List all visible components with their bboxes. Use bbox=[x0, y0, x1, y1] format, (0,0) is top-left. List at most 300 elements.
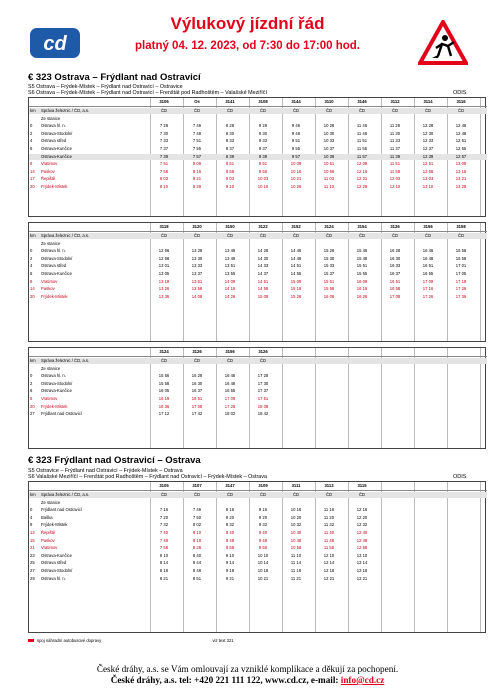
train-number: 3108 bbox=[258, 99, 268, 104]
time-cell: ČD bbox=[259, 233, 267, 238]
time-cell: ČD bbox=[160, 108, 168, 113]
time-cell: 11 46 bbox=[356, 123, 368, 129]
row-km: 27 bbox=[30, 411, 35, 417]
time-cell: 16 30 bbox=[191, 380, 203, 386]
time-cell: 12 58 bbox=[422, 168, 434, 174]
time-cell: 8 03 bbox=[159, 176, 169, 182]
time-cell: 16 55 bbox=[224, 388, 236, 394]
time-cell: 13 48 bbox=[224, 255, 236, 261]
station-row bbox=[29, 256, 487, 262]
time-cell: 10 21 bbox=[290, 176, 302, 182]
time-cell: 10 10 bbox=[257, 552, 269, 558]
time-cell: 14 46 bbox=[290, 248, 302, 254]
time-cell: 8 21 bbox=[192, 176, 202, 182]
time-cell: 15 55 bbox=[356, 271, 368, 276]
station-row bbox=[29, 492, 487, 498]
time-cell: 15 48 bbox=[356, 255, 368, 261]
time-cell: 11 18 bbox=[290, 568, 302, 573]
time-cell: 12 33 bbox=[422, 138, 434, 144]
time-cell: 13 10 bbox=[422, 184, 434, 189]
time-cell: 17 51 bbox=[257, 396, 269, 401]
time-cell: 13 46 bbox=[224, 248, 236, 254]
time-cell: 9 37 bbox=[258, 146, 268, 151]
station-row bbox=[29, 388, 487, 394]
station-name: Správa železnic / ČD, a.s. bbox=[41, 233, 90, 238]
footer-contact-text: České dráhy, a.s. tel: +420 221 111 122, www.cd.cz, e-mail: bbox=[110, 675, 341, 685]
time-cell: 16 30 bbox=[389, 255, 401, 261]
time-cell: 17 37 bbox=[257, 388, 269, 394]
time-cell: 10 28 bbox=[323, 123, 335, 129]
time-cell: 13 28 bbox=[191, 248, 203, 254]
time-cell: 12 16 bbox=[356, 507, 368, 513]
time-cell: 11 03 bbox=[323, 176, 335, 182]
time-cell: 17 09 bbox=[422, 278, 434, 284]
time-cell: 7 37 bbox=[159, 146, 169, 151]
time-cell: 9 51 bbox=[258, 161, 268, 167]
footer-apology: České dráhy, a.s. se Vám omlouvají za vzniklé komplikace a děkují za pochopení. bbox=[96, 664, 399, 674]
time-cell: ČD bbox=[292, 492, 300, 497]
time-cell: 14 33 bbox=[257, 263, 269, 269]
time-cell: 16 51 bbox=[422, 263, 434, 269]
time-cell: 8 10 bbox=[159, 184, 169, 189]
row-km: 17 bbox=[30, 176, 35, 182]
train-number: 3122 bbox=[258, 224, 268, 229]
row-km: km bbox=[30, 492, 36, 497]
time-cell: 13 05 bbox=[158, 271, 170, 276]
time-cell: 17 08 bbox=[191, 403, 203, 409]
time-cell: ČD bbox=[457, 108, 465, 113]
time-cell: 7 57 bbox=[192, 153, 202, 159]
train-number: 3126 bbox=[192, 349, 202, 354]
time-cell: 13 03 bbox=[422, 176, 434, 182]
time-cell: 15 30 bbox=[323, 255, 335, 261]
time-cell: ČD bbox=[259, 108, 267, 113]
time-cell: 12 57 bbox=[455, 153, 467, 159]
time-cell: 13 18 bbox=[356, 568, 368, 573]
time-cell: 11 32 bbox=[323, 522, 335, 528]
time-cell: 10 18 bbox=[257, 568, 269, 573]
station-row bbox=[29, 116, 487, 122]
logo-text: cd bbox=[43, 33, 67, 55]
station-name: Vratimov bbox=[41, 161, 58, 167]
time-cell: 15 16 bbox=[290, 286, 302, 292]
time-cell: 10 58 bbox=[290, 545, 302, 551]
time-cell: 15 56 bbox=[158, 373, 170, 379]
row-km: 0 bbox=[30, 507, 33, 513]
train-number: 3146 bbox=[357, 99, 367, 104]
time-cell: 16 08 bbox=[323, 293, 335, 299]
time-cell: 12 51 bbox=[422, 161, 434, 167]
time-cell: 9 28 bbox=[258, 123, 268, 129]
train-number: 3115 bbox=[357, 483, 367, 488]
time-cell: 13 16 bbox=[455, 168, 467, 174]
time-cell: 11 57 bbox=[356, 153, 368, 159]
time-cell: 16 37 bbox=[389, 271, 401, 276]
train-number: 3113 bbox=[324, 483, 334, 488]
train-number: 3141 bbox=[225, 99, 235, 104]
time-cell: 12 55 bbox=[455, 146, 467, 151]
time-cell: ČD bbox=[292, 108, 300, 113]
train-number: 3124 bbox=[324, 224, 334, 229]
station-name: Řepiště bbox=[41, 176, 56, 182]
train-number-row bbox=[29, 349, 487, 355]
time-cell: 9 51 bbox=[291, 138, 301, 144]
station-row bbox=[29, 131, 487, 137]
time-cell: 10 14 bbox=[257, 560, 269, 566]
time-cell: 13 21 bbox=[455, 176, 467, 182]
time-cell: 8 33 bbox=[225, 138, 235, 144]
time-cell: 15 46 bbox=[356, 248, 368, 254]
time-cell: 9 58 bbox=[258, 168, 268, 174]
time-cell: ČD bbox=[292, 233, 300, 238]
time-cell: 14 55 bbox=[290, 271, 302, 276]
time-cell: 9 30 bbox=[258, 130, 268, 136]
station-name: Ostrava střed bbox=[41, 560, 67, 566]
time-cell: 10 37 bbox=[323, 146, 335, 151]
time-cell: 17 01 bbox=[455, 263, 467, 269]
station-name: Paskov bbox=[41, 168, 55, 174]
station-name: Ze stanice bbox=[41, 499, 61, 505]
time-cell: 11 48 bbox=[356, 130, 368, 136]
footer bbox=[0, 664, 495, 686]
row-divider bbox=[29, 356, 487, 357]
section2-odis-label: ODIS bbox=[453, 474, 467, 480]
time-cell: 16 56 bbox=[455, 248, 467, 254]
time-cell: 10 09 bbox=[290, 161, 302, 167]
time-cell: 8 16 bbox=[192, 168, 202, 174]
time-cell: 14 16 bbox=[224, 286, 236, 292]
time-cell: 9 33 bbox=[258, 138, 268, 144]
train-number: 3107 bbox=[192, 483, 202, 488]
time-cell: 17 26 bbox=[455, 286, 467, 292]
row-km: 9 bbox=[30, 522, 33, 528]
train-number: 3126 bbox=[390, 224, 400, 229]
time-cell: 13 30 bbox=[191, 255, 203, 261]
timetable-block bbox=[28, 347, 486, 449]
time-cell: 7 16 bbox=[159, 507, 169, 513]
station-name: Frýdek-Místek bbox=[41, 293, 68, 299]
time-cell: 9 16 bbox=[258, 507, 268, 513]
train-number-row bbox=[29, 224, 487, 230]
time-cell: 13 10 bbox=[356, 552, 368, 558]
station-row bbox=[29, 184, 487, 190]
train-number: 3150 bbox=[225, 224, 235, 229]
time-cell: 11 30 bbox=[389, 130, 401, 136]
train-number: 3147 bbox=[225, 483, 235, 488]
station-row bbox=[29, 108, 487, 114]
row-km: 21 bbox=[30, 545, 35, 551]
station-row bbox=[29, 146, 487, 152]
station-row bbox=[29, 263, 487, 269]
time-cell: 10 30 bbox=[323, 130, 335, 136]
time-cell: 11 58 bbox=[323, 545, 335, 551]
time-cell: 16 58 bbox=[389, 286, 401, 292]
time-cell: 13 19 bbox=[158, 278, 170, 284]
time-cell: 16 48 bbox=[422, 255, 434, 261]
time-cell: 9 18 bbox=[225, 568, 235, 573]
station-row bbox=[29, 404, 487, 410]
time-cell: 16 09 bbox=[356, 278, 368, 284]
legend-swatch bbox=[28, 639, 34, 642]
station-name: Frýdek-Místek bbox=[41, 522, 68, 528]
time-cell: 17 19 bbox=[455, 278, 467, 284]
row-km: 2 bbox=[30, 380, 33, 386]
row-km: 20 bbox=[30, 403, 35, 409]
train-number: 3124 bbox=[159, 349, 169, 354]
time-cell: 15 58 bbox=[323, 286, 335, 292]
train-number: 3156 bbox=[225, 349, 235, 354]
time-cell: 16 26 bbox=[356, 293, 368, 299]
time-cell: 8 51 bbox=[225, 161, 235, 167]
station-row bbox=[29, 507, 487, 513]
time-cell: ČD bbox=[259, 358, 267, 363]
time-cell: 12 58 bbox=[356, 545, 368, 551]
time-cell: 8 40 bbox=[225, 530, 235, 535]
row-km: 0 bbox=[30, 373, 33, 379]
row-divider bbox=[29, 231, 487, 232]
time-cell: 9 48 bbox=[291, 130, 301, 136]
time-cell: 8 40 bbox=[192, 552, 202, 558]
time-cell: 17 36 bbox=[455, 293, 467, 299]
footer-email-link[interactable]: info@cd.cz bbox=[340, 675, 385, 685]
train-number: 3111 bbox=[291, 483, 301, 488]
row-km: km bbox=[30, 108, 36, 113]
time-cell: 10 33 bbox=[323, 138, 335, 144]
time-cell: 12 56 bbox=[158, 248, 170, 254]
station-name: Správa železnic / ČD, a.s. bbox=[41, 492, 90, 497]
time-cell: 10 10 bbox=[257, 184, 269, 189]
time-cell: ČD bbox=[193, 108, 201, 113]
station-name: Ze stanice bbox=[41, 115, 61, 121]
station-name: Frýdek-Místek bbox=[41, 184, 68, 189]
row-km: km bbox=[30, 233, 36, 238]
time-cell: 17 12 bbox=[158, 411, 170, 417]
train-number: 3158 bbox=[456, 224, 466, 229]
time-cell: 7 51 bbox=[159, 161, 169, 167]
time-cell: 14 08 bbox=[191, 293, 203, 299]
train-number: 3118 bbox=[159, 224, 169, 229]
row-km: 8 bbox=[30, 161, 33, 167]
time-cell: ČD bbox=[160, 233, 168, 238]
time-cell: 8 02 bbox=[192, 522, 202, 528]
time-cell: 8 18 bbox=[192, 537, 202, 543]
time-cell: 11 37 bbox=[389, 146, 401, 151]
time-cell: 16 16 bbox=[356, 286, 368, 292]
time-cell: 14 51 bbox=[290, 263, 302, 269]
time-cell: 12 21 bbox=[323, 575, 335, 581]
time-cell: 14 26 bbox=[224, 293, 236, 299]
time-cell: 15 51 bbox=[323, 278, 335, 284]
station-row bbox=[29, 138, 487, 144]
time-cell: 16 51 bbox=[389, 278, 401, 284]
station-row bbox=[29, 241, 487, 247]
time-cell: 12 40 bbox=[356, 530, 368, 535]
time-cell: 7 48 bbox=[192, 130, 202, 136]
timetable-block bbox=[28, 97, 486, 217]
station-name: Ostrava-Kunčice bbox=[41, 153, 72, 159]
footer-contact bbox=[0, 675, 495, 686]
station-name: Ostrava-Kunčice bbox=[41, 552, 72, 558]
time-cell: 11 28 bbox=[389, 123, 401, 129]
time-cell: 7 30 bbox=[159, 130, 169, 136]
time-cell: 7 48 bbox=[159, 537, 169, 543]
row-km: 6 bbox=[30, 388, 33, 394]
station-row bbox=[29, 576, 487, 582]
train-number: 3126 bbox=[258, 349, 268, 354]
station-row bbox=[29, 286, 487, 292]
time-cell: 17 30 bbox=[257, 380, 269, 386]
station-name: Baška bbox=[41, 514, 53, 520]
time-cell: 10 16 bbox=[290, 507, 302, 513]
time-cell: 11 10 bbox=[290, 552, 302, 558]
station-name: Vratimov bbox=[41, 545, 58, 551]
station-row bbox=[29, 515, 487, 521]
station-name: Řepiště bbox=[41, 530, 56, 535]
time-cell: ČD bbox=[193, 233, 201, 238]
time-cell: 12 28 bbox=[356, 184, 368, 189]
station-row bbox=[29, 396, 487, 402]
time-cell: 12 28 bbox=[422, 123, 434, 129]
time-cell: 17 42 bbox=[191, 411, 203, 417]
time-cell: 9 20 bbox=[258, 514, 268, 520]
time-cell: 11 21 bbox=[290, 575, 302, 581]
time-cell: ČD bbox=[358, 233, 366, 238]
time-cell: 18 02 bbox=[224, 411, 236, 417]
section1-line-s5: S5 Ostrava – Frýdek-Místek – Frýdlant nad Ostravicí – Ostravice bbox=[28, 84, 183, 90]
station-row bbox=[29, 294, 487, 300]
time-cell: 16 28 bbox=[389, 248, 401, 254]
station-name: Ostrava-Stodolní bbox=[41, 380, 73, 386]
row-km: 23 bbox=[30, 552, 35, 558]
time-cell: 15 08 bbox=[257, 293, 269, 299]
time-cell: 15 28 bbox=[323, 248, 335, 254]
time-cell: 9 39 bbox=[258, 153, 268, 159]
time-cell: 8 58 bbox=[225, 168, 235, 174]
row-km: 15 bbox=[30, 537, 35, 543]
time-cell: 13 58 bbox=[191, 286, 203, 292]
time-cell: 16 48 bbox=[224, 380, 236, 386]
station-name: Ostrava hl. n. bbox=[41, 248, 66, 254]
time-cell: 12 20 bbox=[356, 514, 368, 520]
station-row bbox=[29, 154, 487, 160]
time-cell: 9 46 bbox=[291, 123, 301, 129]
time-cell: 16 36 bbox=[158, 403, 170, 409]
train-number: 3109 bbox=[258, 483, 268, 488]
time-cell: 16 33 bbox=[389, 263, 401, 269]
station-name: Frýdlant nad Ostravicí bbox=[41, 507, 82, 513]
station-row bbox=[29, 411, 487, 417]
time-cell: 7 32 bbox=[159, 522, 169, 528]
station-row bbox=[29, 279, 487, 285]
time-cell: 10 03 bbox=[257, 176, 269, 182]
station-row bbox=[29, 248, 487, 254]
legend-text: spoj náhradní autobusové dopravy bbox=[37, 638, 102, 643]
time-cell: 7 51 bbox=[192, 138, 202, 144]
time-cell: 17 05 bbox=[455, 271, 467, 276]
time-cell: 13 37 bbox=[191, 271, 203, 276]
train-number: 3106 bbox=[159, 99, 169, 104]
time-cell: ČD bbox=[358, 492, 366, 497]
time-cell: 16 46 bbox=[224, 373, 236, 379]
time-cell: 14 37 bbox=[257, 271, 269, 276]
time-cell: 7 46 bbox=[192, 507, 202, 513]
time-cell: 16 46 bbox=[422, 248, 434, 254]
time-cell: 10 51 bbox=[323, 161, 335, 167]
time-cell: 10 28 bbox=[290, 184, 302, 189]
station-name: Frýdek-Místek bbox=[41, 403, 68, 409]
station-name: Ostrava střed bbox=[41, 138, 67, 144]
station-name: Ostrava hl. n. bbox=[41, 575, 66, 581]
station-row bbox=[29, 568, 487, 574]
time-cell: 13 01 bbox=[158, 263, 170, 269]
time-cell: 12 16 bbox=[356, 168, 368, 174]
time-cell: 14 28 bbox=[257, 248, 269, 254]
time-cell: 17 28 bbox=[257, 373, 269, 379]
station-row bbox=[29, 271, 487, 277]
time-cell: ČD bbox=[424, 233, 432, 238]
time-cell: ČD bbox=[226, 233, 234, 238]
station-row bbox=[29, 560, 487, 566]
station-name: Ostrava hl. n. bbox=[41, 373, 66, 379]
time-cell: 10 16 bbox=[290, 168, 302, 174]
train-number: 3110 bbox=[324, 99, 334, 104]
time-cell: 14 51 bbox=[257, 278, 269, 284]
time-cell: ČD bbox=[193, 492, 201, 497]
time-cell: 8 16 bbox=[225, 507, 235, 513]
station-name: Ostrava hl. n. bbox=[41, 123, 66, 129]
time-cell: 8 14 bbox=[159, 560, 169, 566]
station-row bbox=[29, 381, 487, 387]
row-km: km bbox=[30, 358, 36, 363]
time-cell: 14 48 bbox=[290, 255, 302, 261]
train-number: 3152 bbox=[291, 224, 301, 229]
time-cell: 15 33 bbox=[323, 263, 335, 269]
time-cell: 17 08 bbox=[389, 293, 401, 299]
train-number: 3156 bbox=[423, 224, 433, 229]
time-cell: 10 32 bbox=[290, 522, 302, 528]
time-cell: 11 51 bbox=[356, 138, 368, 144]
station-name: Paskov bbox=[41, 286, 55, 292]
time-cell: 7 50 bbox=[192, 514, 202, 520]
station-row bbox=[29, 358, 487, 364]
train-number: 3120 bbox=[192, 224, 202, 229]
time-cell: 12 51 bbox=[455, 138, 467, 144]
row-km: 0 bbox=[30, 123, 33, 129]
row-km: 12 bbox=[30, 530, 35, 535]
section1-title: € 323 Ostrava – Frýdlant nad Ostravicí bbox=[28, 72, 201, 83]
row-km: 4 bbox=[30, 263, 33, 269]
section1-odis-label: ODIS bbox=[453, 90, 467, 96]
time-cell: 8 28 bbox=[225, 123, 235, 129]
row-km: 8 bbox=[30, 278, 33, 284]
time-cell: 13 28 bbox=[455, 184, 467, 189]
time-cell: 9 14 bbox=[225, 560, 235, 566]
row-km: 2 bbox=[30, 130, 33, 136]
time-cell: 9 03 bbox=[225, 176, 235, 182]
time-cell: 8 28 bbox=[192, 545, 202, 551]
station-name: Ostrava střed bbox=[41, 263, 67, 269]
time-cell: 12 39 bbox=[422, 153, 434, 159]
section2-line-s6: S6 Valašské Meziříčí – Frenštát pod Radhoštěm – Frýdlant nad Ostravicí – Frýdek-Místek – Ostrava bbox=[28, 474, 267, 480]
time-cell: 14 30 bbox=[257, 255, 269, 261]
time-cell: 9 40 bbox=[258, 530, 268, 535]
train-number: 3105 bbox=[159, 483, 169, 488]
time-cell: 12 10 bbox=[323, 552, 335, 558]
time-cell: 12 48 bbox=[455, 130, 467, 136]
time-cell: 17 16 bbox=[422, 286, 434, 292]
time-cell: 8 44 bbox=[192, 560, 202, 566]
time-cell: ČD bbox=[226, 492, 234, 497]
